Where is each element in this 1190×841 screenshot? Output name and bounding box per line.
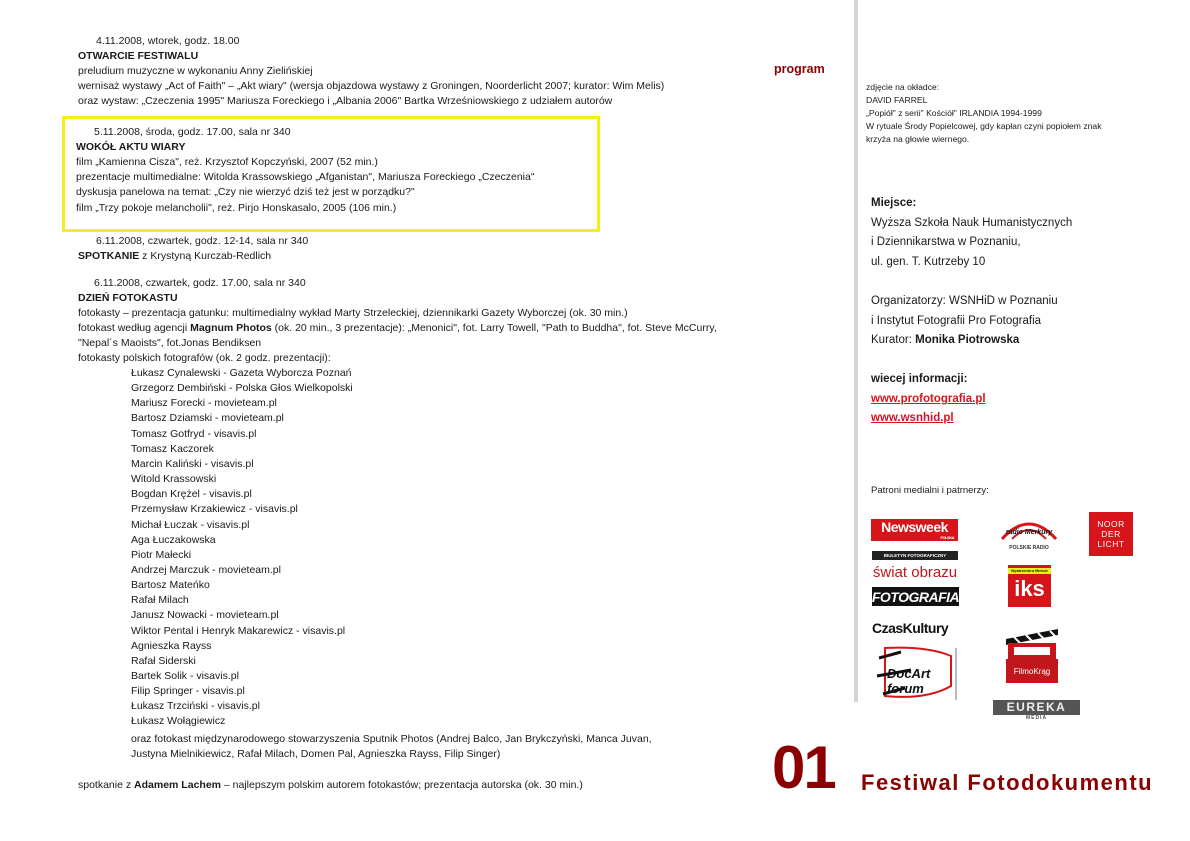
noorderlicht-logo <box>1089 512 1133 556</box>
photographer-item: Wiktor Pental i Henryk Makarewicz - visavis.pl <box>131 624 346 637</box>
meeting-a: spotkanie z <box>78 779 135 791</box>
photographer-item: Marcin Kaliński - visavis.pl <box>131 457 254 470</box>
event-3-date: 6.11.2008, czwartek, godz. 12-14, sala nr 340 <box>96 235 309 247</box>
more-info-heading: wiecej informacji: <box>871 373 968 385</box>
event-4-line-2 <box>78 322 717 335</box>
photographer-item: Janusz Nowacki - movieteam.pl <box>131 609 279 622</box>
event-1-line-2: wernisaż wystawy „Act of Faith" – „Akt wiary" (wersja objazdowa wystawy z Groningen, Noorderlicht 2007; kurator: Wim Melis) <box>78 80 665 92</box>
photographer-item: Przemysław Krzakiewicz - visavis.pl <box>131 503 298 516</box>
event-2-line-1: film „Kamienna Cisza", reż. Krzysztof Kopczyński, 2007 (52 min.) <box>76 156 378 168</box>
event-3-title-bold: SPOTKANIE <box>78 250 140 262</box>
event-4-line-2c: (ok. 20 min., 3 prezentacje): „Menonici", fot. Larry Towell, "Path to Buddha", fot. Steve McCurry, <box>271 322 717 334</box>
cover-desc-1: W rytuale Środy Popielcowej, gdy kapłan czyni popiołem znak <box>866 121 1102 131</box>
swiat-obrazu-logo <box>871 563 959 581</box>
festival-number: 01 <box>772 734 835 801</box>
venue-line-3: ul. gen. T. Kutrzeby 10 <box>871 256 986 268</box>
event-4-date: 6.11.2008, czwartek, godz. 17.00, sala nr 340 <box>94 277 306 289</box>
meeting-line <box>78 779 583 792</box>
cover-series: „Popiół" z serii" Kościół" IRLANDIA 1994-1999 <box>866 108 1042 118</box>
czas-kultury-text: CzasKultury <box>872 620 949 636</box>
swiat-obrazu-text: świat obrazu <box>872 563 958 581</box>
filmokrag-box <box>1006 659 1058 683</box>
biuletyn-text: BIULETYN FOTOGRAFICZNY <box>883 553 947 558</box>
patrons-label: Patroni medialni i patrnerzy: <box>871 485 989 496</box>
meeting-c: – najlepszym polskim autorem fotokastów; prezentacja autorska (ok. 30 min.) <box>221 779 583 791</box>
link-2-wrap <box>871 409 954 429</box>
curator-line <box>871 331 1019 351</box>
event-3-title-rest: z Krystyną Kurczab-Redlich <box>139 250 272 262</box>
event-2-date: 5.11.2008, środa, godz. 17.00, sala nr 340 <box>94 126 291 138</box>
event-1-title: OTWARCIE FESTIWALU <box>78 50 199 62</box>
event-1-line-1: preludium muzyczne w wykonaniu Anny Zielińskiej <box>78 65 313 77</box>
photographer-item: Rafał Siderski <box>131 654 196 667</box>
cover-author: DAVID FARREL <box>866 95 928 105</box>
photographer-item: Bartek Solik - visavis.pl <box>131 670 239 682</box>
event-2-line-3: dyskusja panelowa na temat: „Czy nie wierzyć dziś też jest w porządku?" <box>76 186 415 198</box>
eureka-text: EUREKA <box>993 700 1080 715</box>
clapperboard-icon <box>1004 627 1060 659</box>
photographer-item: Agnieszka Rayss <box>131 639 212 652</box>
event-4-line-3: "Nepal´s Maoists", fot.Jonas Bendiksen <box>78 337 262 349</box>
photographer-item: Łukasz Cynalewski - Gazeta Wyborcza Poznań <box>131 367 352 379</box>
magnum-photos: Magnum Photos <box>190 322 272 334</box>
vertical-divider <box>854 0 858 702</box>
photographer-item: Piotr Małecki <box>131 548 192 561</box>
festival-name: Festiwal Fotodokumentu <box>861 770 1154 795</box>
fotografia-text: FOTOGRAFIA <box>871 588 960 605</box>
photographer-item: Grzegorz Dembiński - Polska Głos Wielkopolski <box>131 382 353 395</box>
newsweek-sub: POLSKA <box>940 535 954 540</box>
organizers-line-2: i Instytut Fotografii Pro Fotografia <box>871 315 1042 327</box>
newsweek-logo <box>871 519 958 541</box>
event-1-date: 4.11.2008, wtorek, godz. 18.00 <box>96 35 240 47</box>
radio-merkury-text: radio Merkury <box>1005 529 1053 536</box>
docart-forum-logo <box>871 646 959 702</box>
docart-forum-text: DocArt forum <box>887 666 931 696</box>
organizers-line-1: Organizatorzy: WSNHiD w Poznaniu <box>871 295 1058 307</box>
fotografia-logo <box>872 587 959 606</box>
event-2-title: WOKÓŁ AKTU WIARY <box>76 141 186 153</box>
iks-top: Wydarzenia w Mieście <box>1008 568 1051 574</box>
event-3-title <box>78 250 271 263</box>
curator-label: Kurator: <box>871 334 916 346</box>
filmokrag-logo <box>1004 626 1060 684</box>
event-4-title: DZIEŃ FOTOKASTU <box>78 292 178 304</box>
radio-merkury-logo <box>996 509 1062 555</box>
photographer-item: Bogdan Krężel - visavis.pl <box>131 488 252 501</box>
photographer-item: Łukasz Trzciński - visavis.pl <box>131 700 260 713</box>
photographer-item: Bartosz Dziamski - movieteam.pl <box>131 412 284 425</box>
program-label: program <box>774 62 825 76</box>
meeting-name: Adamem Lachem <box>134 779 221 791</box>
wsnhid-link[interactable]: www.wsnhid.pl <box>871 412 954 424</box>
photographer-item: Łukasz Wołągiewicz <box>131 715 226 728</box>
photographer-item: Andrzej Marczuk - movieteam.pl <box>131 563 281 576</box>
link-1-wrap <box>871 390 986 410</box>
photographer-item: Mariusz Forecki - movieteam.pl <box>131 397 277 410</box>
event-2-line-4: film „Trzy pokoje melancholii", reż. Pirjo Honskasalo, 2005 (106 min.) <box>76 202 397 214</box>
event-1-line-3: oraz wystaw: „Czeczenia 1995" Mariusza Foreckiego i „Albania 2006" Bartka Wrześniowskiego z udziałem autorów <box>78 95 613 107</box>
venue-heading: Miejsce: <box>871 197 917 209</box>
eureka-sub: MEDIA <box>1025 715 1048 721</box>
photographer-item: Michał Łuczak - visavis.pl <box>131 518 250 531</box>
event-4-line-2a: fotokast według agencji <box>78 322 191 334</box>
event-4-line-4: fotokasty polskich fotografów (ok. 2 godz. prezentacji): <box>78 352 331 364</box>
photographer-item: Witold Krassowski <box>131 473 217 486</box>
venue-line-1: Wyższa Szkoła Nauk Humanistycznych <box>871 217 1073 229</box>
filmokrag-text: FilmoKrąg <box>1013 666 1051 676</box>
photographer-item: Tomasz Kaczorek <box>131 442 214 455</box>
radio-merkury-sub: POLSKIE RADIO <box>1009 545 1049 551</box>
iks-text: iks <box>1014 576 1045 601</box>
czas-kultury-logo <box>872 617 958 639</box>
cover-desc-2: krzyża na głowie wiernego. <box>866 134 970 144</box>
curator-name: Monika Piotrowska <box>915 334 1020 346</box>
iks-logo <box>1008 565 1051 607</box>
eureka-media-logo <box>993 700 1080 722</box>
newsweek-text: Newsweek <box>881 519 948 535</box>
photographer-item: Rafał Milach <box>131 594 189 607</box>
venue-line-2: i Dziennikarstwa w Poznaniu, <box>871 236 1021 248</box>
photographer-item: Bartosz Mateńko <box>131 579 210 592</box>
photographer-item: Filip Springer - visavis.pl <box>131 685 245 698</box>
cover-label: zdjęcie na okładce: <box>866 82 940 92</box>
event-4-line-1: fotokasty – prezentacja gatunku: multimedialny wykład Marty Strzeleckiej, dziennikarki Gazety Wyborczej (ok. 30 min.) <box>78 307 628 319</box>
photographer-item: Tomasz Gotfryd - visavis.pl <box>131 427 257 440</box>
sputnik-line-1: oraz fotokast międzynarodowego stowarzyszenia Sputnik Photos (Andrej Balco, Jan Brykczyński, Manca Juvan, <box>131 733 652 745</box>
noorderlicht-text: NOOR DER LICHT <box>1097 519 1125 549</box>
biuletyn-logo <box>872 551 958 560</box>
event-2-line-2: prezentacje multimedialne: Witolda Krassowskiego „Afganistan", Mariusza Foreckiego „Czeczenia" <box>76 171 535 183</box>
photographer-item: Aga Łuczakowska <box>131 533 216 546</box>
profotografia-link[interactable]: www.profotografia.pl <box>871 393 986 405</box>
sputnik-line-2: Justyna Mielnikiewicz, Rafał Milach, Domen Pal, Agnieszka Rayss, Filip Singer) <box>131 748 501 760</box>
